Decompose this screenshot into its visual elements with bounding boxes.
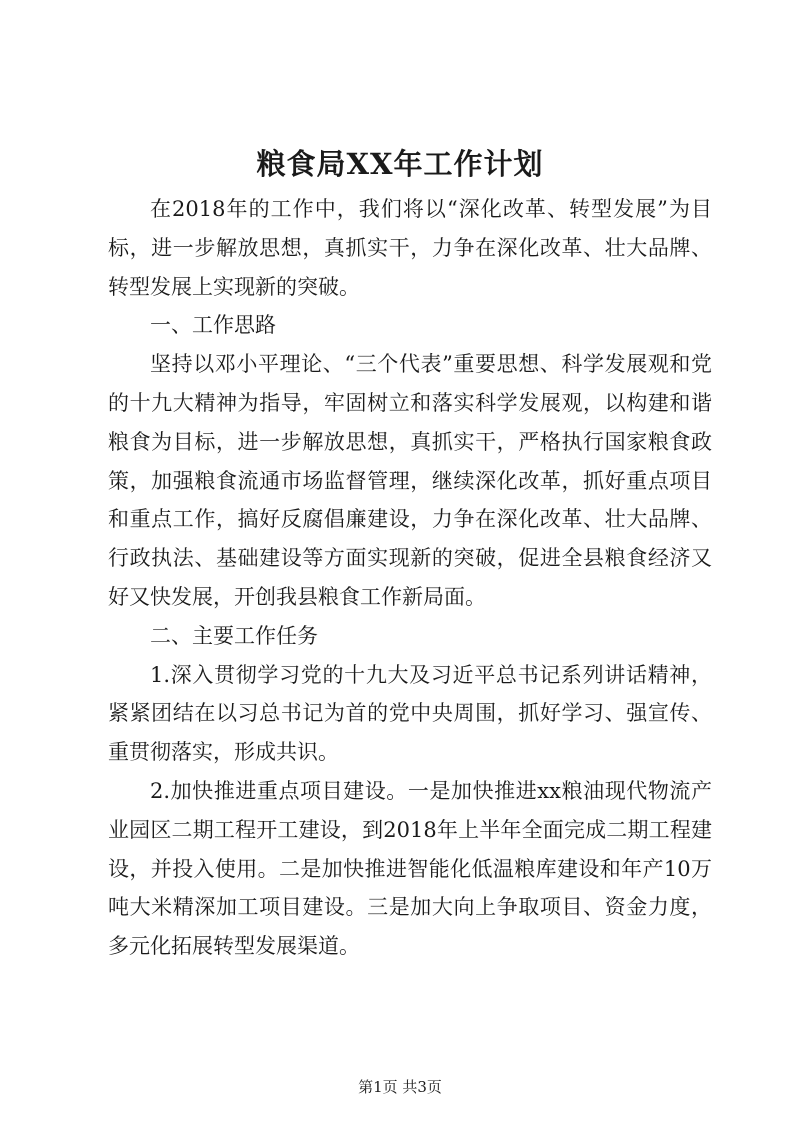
paragraph-task-2: 2.加快推进重点项目建设。一是加快推进xx粮油现代物流产业园区二期工程开工建设，到2018年上半年全面完成二期工程建设，并投入使用。二是加快推进智能化低温粮库建设和年产10万吨大米精深加工项目建设。三是加大向上争取项目、资金力度，多元化拓展转型发展渠道。 bbox=[108, 778, 712, 959]
paragraph-work-approach: 坚持以邓小平理论、“三个代表”重要思想、科学发展观和党的十九大精神为指导，牢固树立和落实科学发展观，以构建和谐粮食为目标，进一步解放思想，真抓实干，严格执行国家粮食政策，加强粮食流通市场监督管理，继续深化改革，抓好重点项目和重点工作，搞好反腐倡廉建设，力争在深化改革、壮大品牌、行政执法、基础建设等方面实现新的突破，促进全县粮食经济又好又快发展，开创我县粮食工作新局面。 bbox=[108, 352, 712, 609]
section-heading-work-approach: 一、工作思路 bbox=[150, 313, 276, 338]
document-body bbox=[108, 190, 712, 966]
paragraph-intro: 在2018年的工作中，我们将以“深化改革、转型发展”为目标，进一步解放思想，真抓实干，力争在深化改革、壮大品牌、转型发展上实现新的突破。 bbox=[108, 197, 712, 299]
section-heading-main-tasks: 二、主要工作任务 bbox=[150, 623, 318, 648]
document-title: 粮食局XX年工作计划 bbox=[256, 147, 544, 181]
page-footer: 第1页 共3页 bbox=[358, 1078, 442, 1096]
paragraph-task-1: 1.深入贯彻学习党的十九大及习近平总书记系列讲话精神，紧紧团结在以习总书记为首的党中央周围，抓好学习、强宣传、重贯彻落实，形成共识。 bbox=[108, 662, 712, 765]
